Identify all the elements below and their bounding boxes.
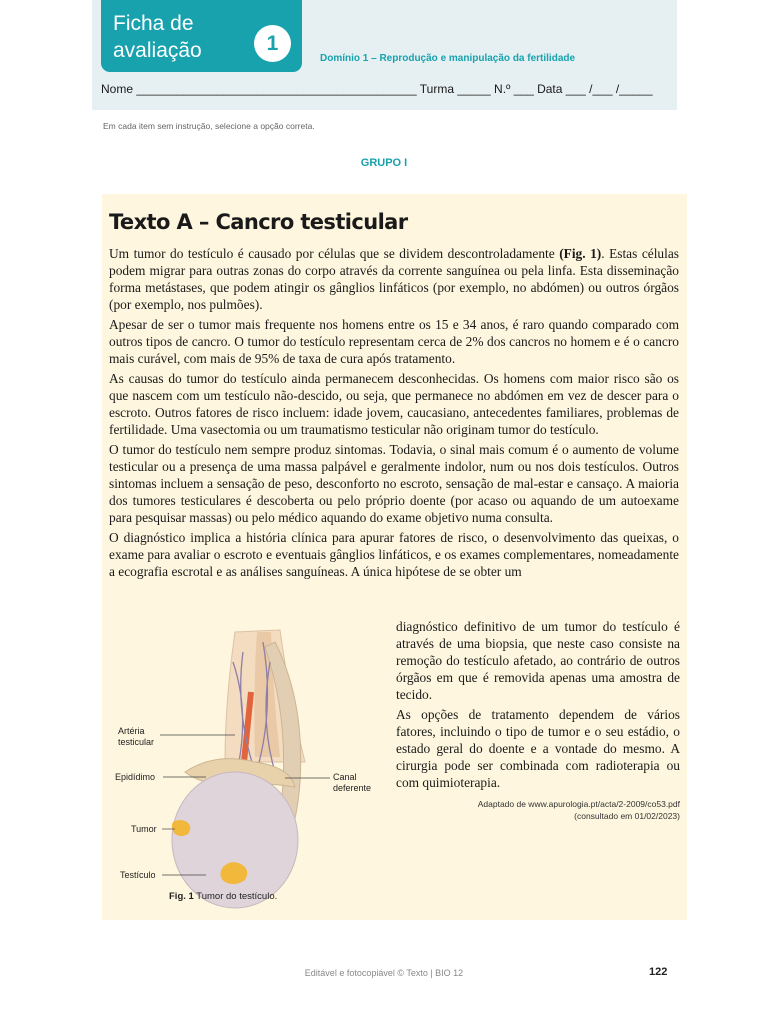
- title-box: [101, 0, 302, 72]
- domain-subtitle: Domínio 1 – Reprodução e manipulação da fertilidade: [320, 53, 576, 64]
- student-info-line[interactable]: Nome __________________________________________ Turma _____ N.º ___ Data ___ /___ /_____: [101, 82, 653, 96]
- page-number: 122: [649, 966, 668, 978]
- instruction-text: Em cada item sem instrução, selecione a opção correta.: [103, 121, 315, 131]
- text-body: [109, 245, 679, 583]
- paragraph-1-start: Um tumor do testículo é causado por células que se dividem descontroladamente: [109, 246, 560, 261]
- paragraph-2: Apesar de ser o tumor mais frequente nos homens entre os 15 e 34 anos, é raro quando comparado com outros tipos de cancro. O tumor do testículo representam cerca de 2% dos cancros no homem e é o cancro mais curável, com mais de 95% de taxa de cura após tratamento.: [109, 317, 679, 366]
- source-citation: [400, 798, 680, 822]
- text-title: Texto A – Cancro testicular: [109, 210, 408, 234]
- source-url: Adaptado de www.apurologia.pt/acta/2-2009/co53.pdf: [477, 799, 680, 809]
- testis-illustration: [105, 622, 390, 912]
- paragraph-6: As opções de tratamento dependem de vários fatores, incluindo o tipo de tumor e o seu estádio, o estado geral do doente e a vontade do mesmo. A cirurgia pode ser combinada com radioterapia ou com quimioterapia.: [396, 707, 680, 790]
- source-date: (consultado em 01/02/2023): [574, 811, 680, 821]
- figure-caption: [169, 891, 277, 902]
- sheet-title: Ficha de avaliação: [113, 12, 202, 62]
- footer-copyright: Editável e fotocopiável © Texto | BIO 12: [304, 968, 464, 978]
- testis-figure: [105, 622, 390, 912]
- label-epididymis: Epidídimo: [115, 772, 156, 782]
- paragraph-4: O tumor do testículo nem sempre produz sintomas. Todavia, o sinal mais comum é o aumento de volume testicular ou a presença de uma massa palpável e geralmente indolor, num ou nos dois testículos. Outros sintomas incluem a sensação de peso, desconforto no escroto, sensação de mal-estar e cansaço. A maioria dos tumores testiculares é descoberta ou pelo próprio doente (por acaso ou aquando de um autoexame para pesquisar massas) ou pelo médico aquando do exame objetivo numa consulta.: [109, 442, 679, 525]
- label-vas-deferens: Canal deferente: [333, 772, 372, 793]
- text-body-narrow: [396, 618, 680, 794]
- label-tumor: Tumor: [131, 824, 157, 834]
- paragraph-5-continued: diagnóstico definitivo de um tumor do testículo é através de uma biopsia, que neste caso consiste na remoção do testículo afetado, ao contrário de outros órgãos em que é removida apenas uma amostra de tecido.: [396, 619, 680, 702]
- figure-reference: (Fig. 1): [559, 246, 602, 261]
- group-title: GRUPO I: [360, 157, 408, 169]
- figure-caption-text: Tumor do testículo.: [193, 891, 278, 902]
- sheet-number-badge: 1: [254, 25, 291, 62]
- paragraph-3: As causas do tumor do testículo ainda permanecem desconhecidas. Os homens com maior risco são os que nascem com um testículo não-descido, ou seja, que permanece no abdómen em vez de descer para o escroto. Outros fatores de risco incluem: idade jovem, caucasiano, antecedentes familiares, problemas de fertilidade. Uma vasectomia ou um traumatismo testicular não originam tumor do testículo.: [109, 371, 679, 437]
- paragraph-1-end: . Estas células podem migrar para outras zonas do corpo através da corrente sanguínea ou pela linfa. Esta disseminação forma metástases, que podem atingir os gânglios linfáticos (por exemplo, no abdómen) ou outros órgãos (por exemplo, nos pulmões).: [109, 246, 679, 312]
- label-artery: Artéria testicular: [118, 726, 155, 747]
- label-testis: Testículo: [120, 870, 156, 880]
- paragraph-5: O diagnóstico implica a história clínica para apurar fatores de risco, o desenvolvimento das queixas, o exame para avaliar o escroto e eventuais gânglios linfáticos, e os exames complementares, nomeadamente a ecografia escrotal e as análises sanguíneas. A única hipótese de se obter um: [109, 530, 679, 579]
- paragraph-1: [109, 245, 679, 313]
- figure-caption-number: Fig. 1: [169, 891, 194, 902]
